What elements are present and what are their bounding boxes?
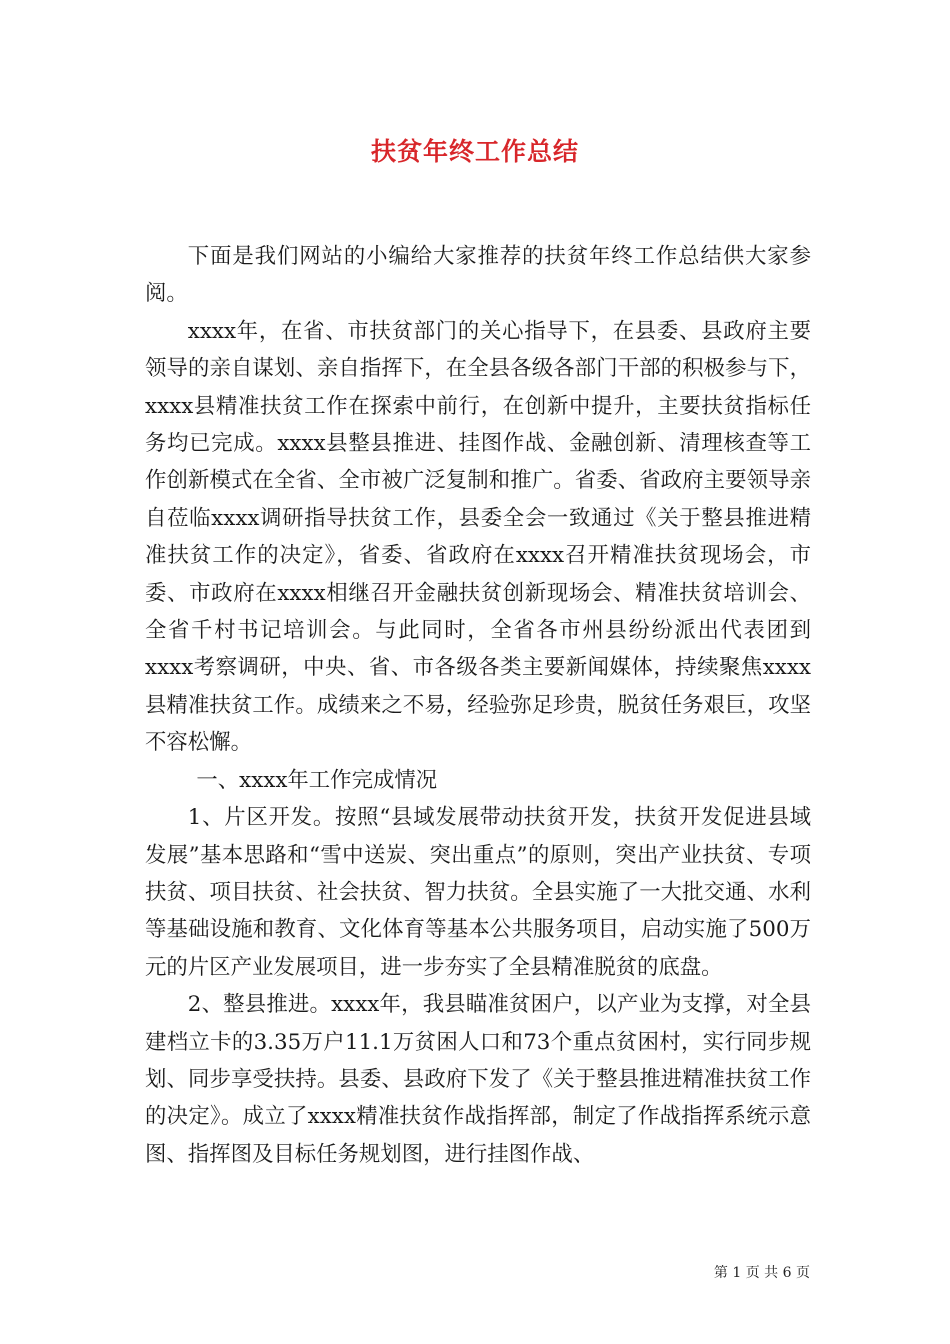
item-1-paragraph: 1、片区开发。按照“县域发展带动扶贫开发，扶贫开发促进县域发展”基本思路和“雪中送炭、突出重点”的原则，突出产业扶贫、专项扶贫、项目扶贫、社会扶贫、智力扶贫。全县实施了一大批交通、水利等基础设施和教育、文化体育等基本公共服务项目，启动实施了500万元的片区产业发展项目，进一步夯实了全县精准脱贫的底盘。	[145, 805, 811, 980]
document-body	[145, 238, 811, 1173]
intro-paragraph: 下面是我们网站的小编给大家推荐的扶贫年终工作总结供大家参阅。	[145, 244, 811, 307]
item-2-paragraph: 2、整县推进。xxxx年，我县瞄准贫困户，以产业为支撑，对全县建档立卡的3.35万户11.1万贫困人口和73个重点贫困村，实行同步规划、同步享受扶持。县委、县政府下发了《关于整县推进精准扶贫工作的决定》。成立了xxxx精准扶贫作战指挥部，制定了作战指挥系统示意图、指挥图及目标任务规划图，进行挂图作战、	[145, 992, 811, 1167]
document-title: 扶贫年终工作总结	[370, 137, 579, 166]
page-number: 第 1 页 共 6 页	[713, 1265, 810, 1281]
section-heading: 一、xxxx年工作完成情况	[196, 767, 438, 793]
overview-paragraph: xxxx年，在省、市扶贫部门的关心指导下，在县委、县政府主要领导的亲自谋划、亲自指挥下，在全县各级各部门干部的积极参与下，xxxx县精准扶贫工作在探索中前行，在创新中提升，主要扶贫指标任务均已完成。xxxx县整县推进、挂图作战、金融创新、清理核查等工作创新模式在全省、全市被广泛复制和推广。省委、省政府主要领导亲自莅临xxxx调研指导扶贫工作，县委全会一致通过《关于整县推进精准扶贫工作的决定》，省委、省政府在xxxx召开精准扶贫现场会，市委、市政府在xxxx相继召开金融扶贫创新现场会、精准扶贫培训会、全省千村书记培训会。与此同时，全省各市州县纷纷派出代表团到xxxx考察调研，中央、省、市各级各类主要新闻媒体，持续聚焦xxxx县精准扶贫工作。成绩来之不易，经验弥足珍贵，脱贫任务艰巨，攻坚不容松懈。	[145, 318, 811, 756]
